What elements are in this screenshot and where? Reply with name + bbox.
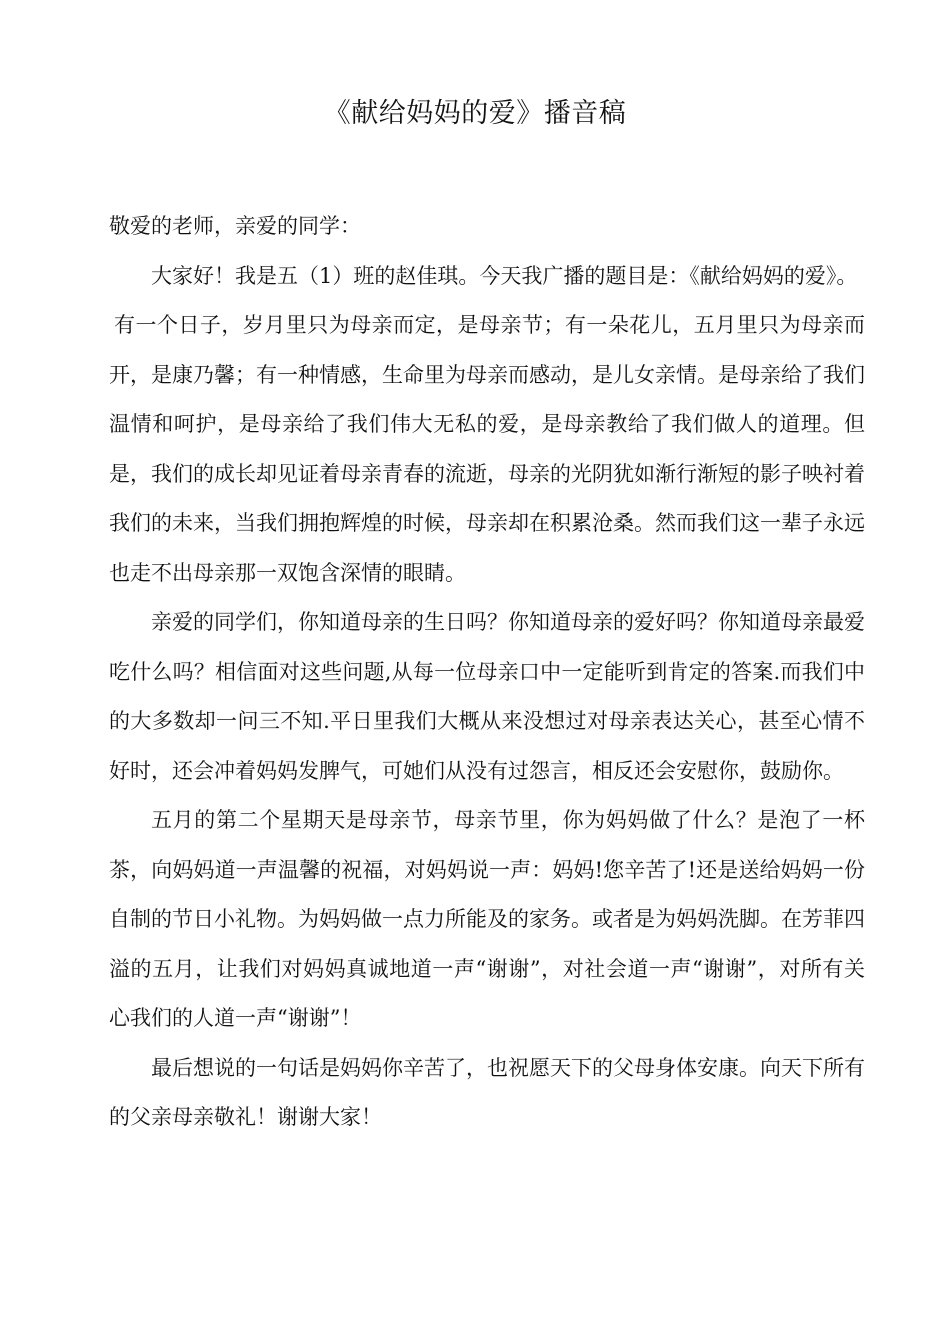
salutation: 敬爱的老师，亲爱的同学： — [109, 214, 361, 238]
paragraph-mothers-day: 五月的第二个星期天是母亲节，母亲节里，你为妈妈做了什么？是泡了一杯茶，向妈妈道一声温馨的祝福，对妈妈说一声：妈妈!您辛苦了!还是送给妈妈一份自制的节日小礼物。为妈妈做一点力所能及的家务。或者是为妈妈洗脚。在芳菲四溢的五月，让我们对妈妈真诚地道一声“谢谢”，对社会道一声“谢谢”，对所有关心我们的人道一声“谢谢”！ — [109, 808, 865, 1030]
paragraph-closing: 最后想说的一句话是妈妈你辛苦了，也祝愿天下的父母身体安康。向天下所有的父亲母亲敬礼！谢谢大家！ — [109, 1055, 865, 1129]
document-body — [109, 202, 865, 1143]
paragraph-questions: 亲爱的同学们，你知道母亲的生日吗？你知道母亲的爱好吗？你知道母亲最爱吃什么吗？相信面对这些问题,从每一位母亲口中一定能听到肯定的答案.而我们中的大多数却一问三不知.平日里我们大概从来没想过对母亲表达关心，甚至心情不好时，还会冲着妈妈发脾气，可她们从没有过怨言，相反还会安慰你，鼓励你。 — [109, 610, 865, 783]
document-title: 《献给妈妈的爱》播音稿 — [323, 98, 627, 129]
paragraph-greeting: 大家好！我是五（1）班的赵佳琪。今天我广播的题目是：《献给妈妈的爱》。 — [151, 263, 858, 288]
paragraph-mothers-love: 有一个日子，岁月里只为母亲而定，是母亲节；有一朵花儿，五月里只为母亲而开，是康乃馨；有一种情感，生命里为母亲而感动，是儿女亲情。是母亲给了我们温情和呵护，是母亲给了我们伟大无私的爱，是母亲教给了我们做人的道理。但是，我们的成长却见证着母亲青春的流逝，母亲的光阴犹如渐行渐短的影子映衬着我们的未来，当我们拥抱辉煌的时候，母亲却在积累沧桑。然而我们这一辈子永远也走不出母亲那一双饱含深情的眼睛。 — [109, 313, 865, 585]
